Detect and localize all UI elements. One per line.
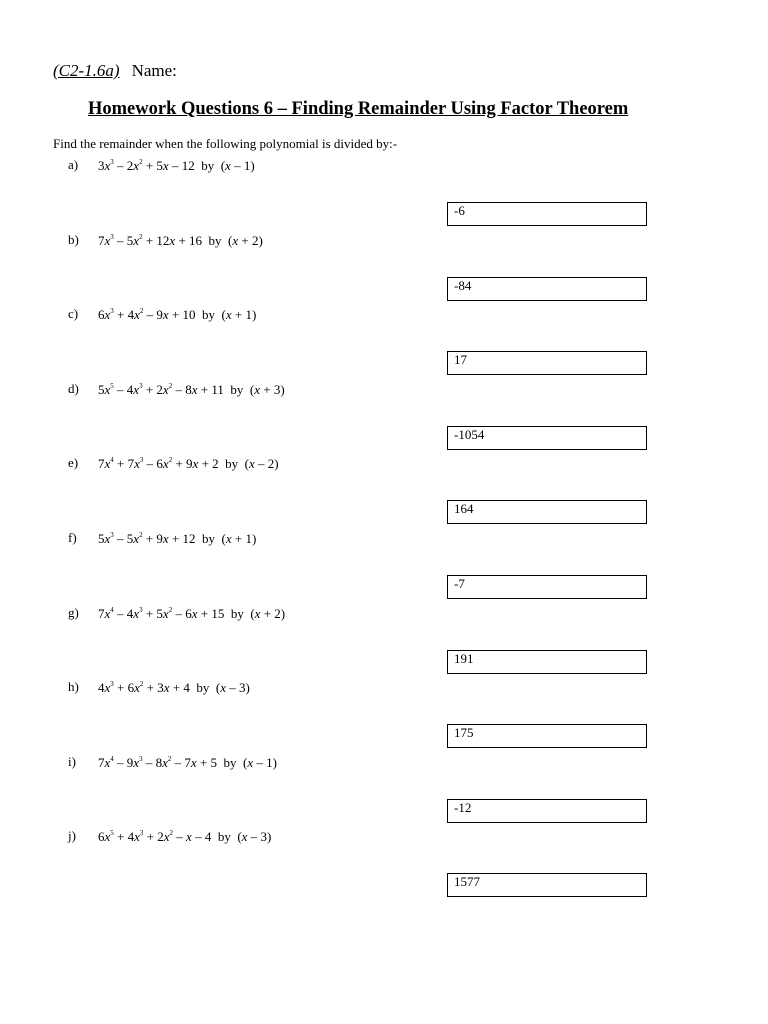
divisor-sign: + (234, 531, 243, 546)
divisor-sign: – (250, 829, 258, 845)
term-coefficient: 4 (183, 680, 190, 696)
term-coefficient: 5 (210, 754, 217, 770)
term-variable: x (190, 754, 197, 770)
divisor-sign: – (229, 680, 236, 696)
divisor-constant: 1 (243, 158, 251, 173)
divisor-constant: 1 (245, 531, 252, 546)
term-variable: x (162, 307, 169, 323)
divisor-constant: 1 (266, 754, 273, 770)
answer-box: 175 (447, 724, 647, 748)
term-coefficient: 5 (98, 381, 105, 397)
term-coefficient: 5 (126, 531, 134, 546)
divisor-sign: – (256, 754, 263, 770)
term-variable: x (134, 829, 140, 845)
term-exponent: 3 (110, 232, 114, 241)
term-coefficient: 4 (127, 307, 135, 323)
question-expression: $7x^4 + 7x^3 - 6x^2 + 9x + 2$ by (x – 2) (98, 456, 279, 472)
term-exponent: 3 (139, 605, 143, 614)
term-sign: + (199, 754, 208, 770)
term-exponent: 3 (139, 754, 143, 763)
term-coefficient: 6 (127, 680, 135, 696)
term-exponent: 2 (139, 232, 143, 241)
term-variable: x (191, 605, 198, 621)
term-coefficient: 6 (185, 605, 192, 621)
term-variable: x (133, 381, 140, 397)
answer-box: -6 (447, 202, 647, 226)
term-variable: x (133, 754, 140, 770)
term-exponent: 2 (169, 829, 174, 838)
term-variable: x (104, 307, 111, 323)
divisor-constant: 2 (252, 232, 259, 248)
term-coefficient: 15 (211, 605, 225, 621)
question-label: b) (68, 231, 79, 247)
term-variable: x (169, 232, 176, 248)
term-variable: x (186, 829, 192, 845)
term-coefficient: 7 (98, 754, 105, 770)
term-coefficient: 16 (189, 232, 203, 248)
term-coefficient: 2 (156, 381, 163, 397)
term-variable: x (192, 456, 199, 472)
term-coefficient: 8 (155, 754, 163, 770)
term-exponent: 3 (139, 381, 143, 390)
term-sign: + (145, 158, 154, 173)
term-exponent: 2 (168, 605, 173, 614)
question-item (0, 305, 768, 335)
term-coefficient: 7 (98, 605, 105, 621)
term-coefficient: 2 (212, 456, 219, 472)
term-sign: – (146, 456, 154, 472)
term-sign: + (172, 680, 181, 696)
term-exponent: 3 (139, 456, 144, 465)
term-exponent: 4 (110, 456, 114, 465)
question-expression: $7x^3 - 5x^2 + 12x + 16$ by (x + 2) (98, 232, 263, 248)
answer-box: 164 (447, 500, 647, 524)
term-coefficient: 9 (186, 456, 193, 472)
term-sign: + (145, 232, 154, 248)
divisor-sign: + (263, 605, 272, 621)
answer-box: -12 (447, 799, 647, 823)
term-sign: + (145, 531, 154, 546)
term-variable: x (104, 158, 111, 173)
term-variable: x (133, 531, 140, 546)
term-sign: + (145, 381, 154, 397)
term-coefficient: 4 (126, 605, 134, 621)
term-variable: x (134, 456, 140, 472)
term-exponent: 3 (110, 307, 114, 316)
divisor-constant: 3 (239, 680, 246, 696)
term-exponent: 2 (139, 158, 143, 166)
term-sign: + (171, 531, 180, 546)
question-label: d) (68, 380, 79, 396)
divisor-constant: 3 (260, 829, 267, 845)
term-coefficient: 5 (98, 531, 105, 546)
term-variable: x (104, 754, 111, 770)
term-variable: x (162, 531, 169, 546)
term-coefficient: 6 (98, 829, 105, 845)
term-coefficient: 3 (157, 680, 164, 696)
term-exponent: 5 (110, 381, 114, 390)
divisor-constant: 3 (273, 381, 281, 397)
divisor-variable: x (220, 680, 226, 696)
by-word: by (225, 456, 239, 472)
by-word: by (230, 605, 244, 621)
question-item (0, 454, 768, 484)
term-coefficient: 10 (182, 307, 196, 323)
term-sign: – (117, 158, 124, 173)
divisor-variable: x (254, 381, 260, 397)
question-item (0, 604, 768, 634)
term-exponent: 3 (139, 829, 144, 838)
divisor-constant: 2 (267, 456, 275, 472)
divisor-variable: x (225, 307, 232, 323)
term-coefficient: 7 (98, 232, 105, 248)
term-sign: + (171, 307, 180, 323)
divisor-sign: + (241, 232, 249, 248)
page-title: Homework Questions 6 – Finding Remainder Using Factor Theorem (88, 99, 629, 119)
term-exponent: 2 (139, 307, 144, 316)
term-coefficient: 3 (98, 158, 105, 173)
term-sign: – (117, 605, 124, 621)
by-word: by (196, 680, 210, 696)
instruction-text: Find the remainder when the following polynomial is divided by:- (53, 136, 398, 151)
by-word: by (202, 307, 216, 323)
term-coefficient: 6 (156, 456, 163, 472)
question-expression: $4x^3 + 6x^2 + 3x + 4$ by (x – 3) (98, 680, 250, 696)
answer-box: -1054 (447, 426, 647, 450)
term-coefficient: 9 (156, 307, 163, 323)
question-item (0, 380, 768, 410)
term-sign: + (200, 381, 209, 397)
term-sign: + (175, 456, 183, 472)
term-sign: – (175, 381, 182, 397)
term-coefficient: 12 (181, 158, 195, 173)
question-item (0, 678, 768, 708)
term-coefficient: 5 (156, 605, 163, 621)
term-variable: x (133, 158, 140, 173)
term-sign: + (201, 456, 209, 472)
term-exponent: 3 (110, 158, 114, 166)
term-variable: x (104, 605, 111, 621)
divisor-variable: x (241, 829, 248, 845)
term-exponent: 3 (110, 680, 114, 689)
question-label: i) (68, 753, 76, 769)
question-item (0, 827, 768, 857)
term-exponent: 2 (168, 381, 173, 390)
by-word: by (201, 158, 215, 173)
question-label: a) (68, 157, 79, 172)
term-sign: – (145, 754, 153, 770)
question-expression: $5x^3 - 5x^2 + 9x + 12$ by (x + 1) (98, 531, 257, 546)
by-word: by (202, 531, 216, 546)
term-coefficient: 4 (98, 680, 105, 696)
divisor-variable: x (249, 456, 255, 472)
term-exponent: 2 (139, 680, 144, 689)
term-variable: x (162, 381, 169, 397)
question-item (0, 156, 768, 186)
question-item (0, 529, 768, 559)
term-coefficient: 2 (126, 158, 134, 173)
question-expression: $6x^3 + 4x^2 - 9x + 10$ by (x + 1) (98, 307, 257, 323)
term-sign: + (117, 307, 125, 323)
term-sign: + (117, 829, 125, 845)
term-variable: x (162, 158, 169, 173)
term-variable: x (104, 680, 111, 696)
term-sign: + (117, 680, 125, 696)
question-expression: $7x^4 - 9x^3 - 8x^2 - 7x + 5$ by (x – 1) (98, 754, 277, 770)
question-label: j) (68, 828, 76, 844)
term-sign: – (174, 754, 182, 770)
divisor-sign: + (263, 381, 271, 397)
term-variable: x (104, 829, 111, 845)
term-variable: x (162, 456, 169, 472)
term-variable: x (163, 680, 170, 696)
term-exponent: 3 (110, 531, 114, 539)
term-exponent: 4 (110, 754, 114, 763)
term-coefficient: 8 (185, 381, 192, 397)
term-sign: – (175, 605, 182, 621)
term-sign: – (117, 232, 124, 248)
term-coefficient: 4 (126, 381, 134, 397)
answer-box: 191 (447, 650, 647, 674)
answer-box: -84 (447, 277, 647, 301)
term-exponent: 2 (167, 754, 172, 763)
divisor-sign: + (234, 307, 243, 323)
term-sign: – (171, 158, 179, 173)
term-coefficient: 12 (156, 232, 170, 248)
term-variable: x (163, 829, 170, 845)
term-coefficient: 12 (182, 531, 196, 546)
divisor-constant: 2 (274, 605, 281, 621)
question-label: h) (68, 679, 79, 695)
term-sign: – (117, 531, 124, 546)
by-word: by (217, 829, 231, 845)
term-coefficient: 9 (126, 754, 134, 770)
term-sign: + (146, 829, 154, 845)
term-coefficient: 7 (184, 754, 191, 770)
question-label: c) (68, 306, 79, 322)
term-variable: x (104, 531, 111, 546)
term-sign: – (176, 829, 183, 845)
term-sign: + (200, 605, 209, 621)
term-coefficient: 5 (156, 158, 163, 173)
term-coefficient: 6 (98, 307, 105, 323)
term-coefficient: 7 (98, 456, 105, 472)
term-variable: x (133, 232, 140, 248)
term-coefficient: 5 (126, 232, 134, 248)
term-sign: + (146, 680, 154, 696)
question-expression: $5x^5 - 4x^3 + 2x^2 - 8x + 11$ by (x + 3) (98, 381, 285, 397)
term-variable: x (162, 754, 168, 770)
term-variable: x (104, 381, 111, 397)
answer-box: 17 (447, 351, 647, 375)
question-expression: $3x^3 - 2x^2 + 5x - 12$ by (x – 1) (98, 158, 255, 173)
term-variable: x (162, 605, 169, 621)
term-variable: x (104, 232, 111, 248)
term-variable: x (104, 456, 111, 472)
term-coefficient: 9 (156, 531, 163, 546)
term-exponent: 5 (110, 829, 114, 838)
question-expression: $6x^5 + 4x^3 + 2x^2 - x - 4$ by (x – 3) (98, 829, 272, 845)
divisor-variable: x (232, 232, 239, 248)
divisor-constant: 1 (245, 307, 252, 323)
name-label: Name: (131, 61, 177, 80)
term-coefficient: 4 (204, 829, 212, 845)
divisor-variable: x (225, 158, 231, 173)
term-sign: – (117, 754, 124, 770)
divisor-variable: x (247, 754, 254, 770)
term-sign: – (117, 381, 124, 397)
term-variable: x (133, 605, 140, 621)
by-word: by (223, 754, 237, 770)
worksheet-header (53, 60, 177, 82)
term-sign: + (178, 232, 186, 248)
term-coefficient: 4 (127, 829, 135, 845)
term-coefficient: 7 (127, 456, 135, 472)
term-sign: + (117, 456, 125, 472)
term-variable: x (134, 680, 140, 696)
question-item (0, 753, 768, 783)
question-expression: $7x^4 - 4x^3 + 5x^2 - 6x + 15$ by (x + 2) (98, 605, 286, 621)
question-label: g) (68, 604, 79, 620)
answer-box: -7 (447, 575, 647, 599)
term-exponent: 2 (168, 456, 173, 465)
term-coefficient: 2 (157, 829, 164, 845)
question-item (0, 231, 768, 261)
divisor-variable: x (254, 605, 261, 621)
term-variable: x (134, 307, 140, 323)
divisor-variable: x (225, 531, 232, 546)
divisor-sign: – (234, 158, 241, 173)
term-coefficient: 11 (211, 381, 224, 397)
term-exponent: 4 (110, 605, 114, 614)
by-word: by (208, 232, 222, 248)
term-sign: + (145, 605, 154, 621)
question-label: e) (68, 455, 79, 471)
divisor-sign: – (258, 456, 265, 472)
by-word: by (230, 381, 244, 397)
term-variable: x (191, 381, 198, 397)
worksheet-code: (C2-1.6a) (53, 61, 120, 80)
term-exponent: 2 (139, 531, 143, 539)
term-sign: – (195, 829, 202, 845)
question-label: f) (68, 530, 77, 545)
term-sign: – (146, 307, 154, 323)
answer-box: 1577 (447, 873, 647, 897)
